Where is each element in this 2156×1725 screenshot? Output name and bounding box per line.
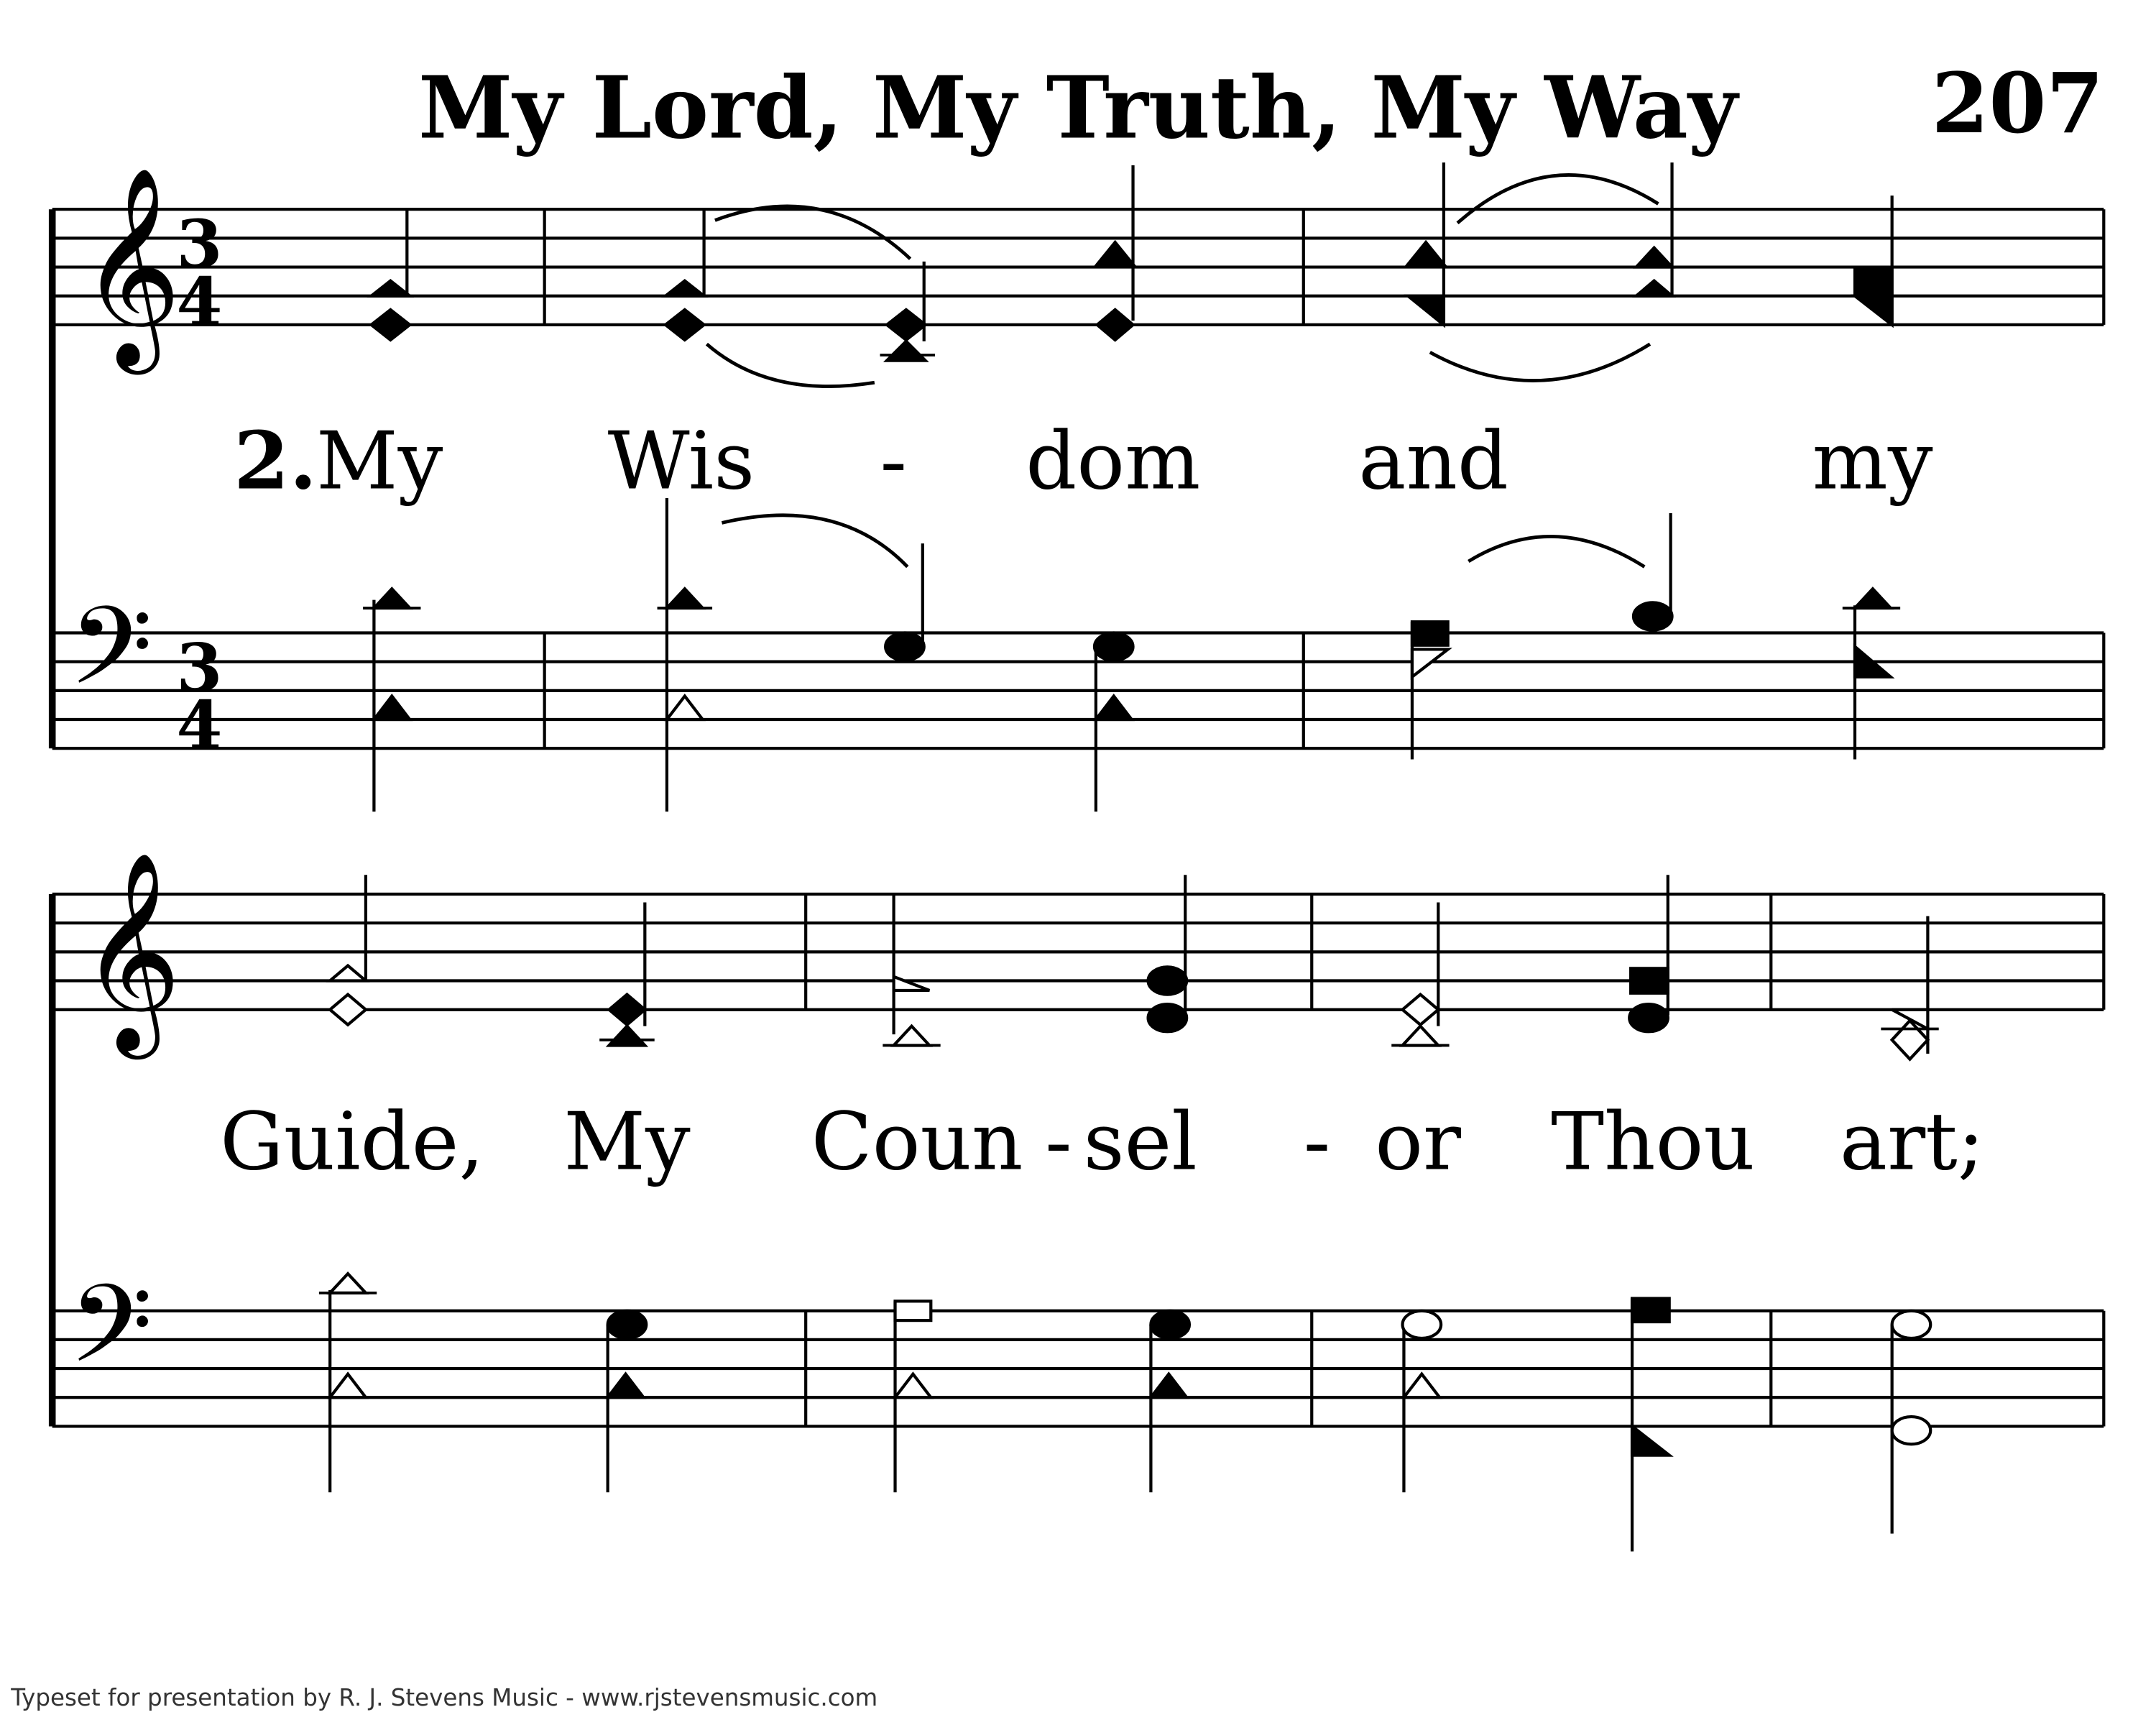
bass-clef-icon: 𝄢	[68, 1261, 153, 1414]
time-signature-treble	[176, 206, 222, 341]
lyric-syllable: Guide,	[220, 1095, 484, 1189]
verse-number: 2.	[234, 414, 318, 508]
treble-staff-2	[52, 894, 2104, 1010]
slurs-bass-1	[722, 515, 1644, 567]
hymn-title: My Lord, My Truth, My Way	[418, 58, 1738, 158]
shape-note	[883, 894, 940, 1045]
shape-note	[1151, 1311, 1189, 1493]
shape-note	[665, 209, 704, 340]
svg-text:3: 3	[176, 205, 223, 283]
lyric-syllable: Coun	[811, 1095, 1023, 1189]
treble-staff-1	[52, 209, 2104, 325]
footer-credit: Typeset for presentation by R. J. Stevens Music - www.rjstevensmusic.com	[11, 1683, 878, 1711]
shape-note	[372, 209, 410, 340]
shape-note	[1634, 513, 1672, 630]
shape-note	[1892, 1311, 1931, 1534]
shape-note	[1881, 916, 1938, 1059]
svg-text:3: 3	[176, 628, 223, 707]
svg-text:4: 4	[176, 686, 223, 765]
lyric-syllable: art;	[1839, 1095, 1985, 1189]
shape-note	[608, 1311, 647, 1493]
shape-note	[895, 1301, 931, 1492]
lyric-syllable: or	[1375, 1095, 1462, 1189]
shape-note	[1408, 162, 1444, 325]
shape-note	[330, 875, 366, 1025]
shape-note	[658, 498, 713, 811]
lyric-syllable: and	[1358, 415, 1508, 508]
bass-staff-2	[52, 1311, 2104, 1427]
lyric-syllable: sel	[1083, 1095, 1197, 1189]
shape-note	[1855, 196, 1892, 325]
shape-note	[1636, 162, 1672, 296]
lyric-syllable: dom	[1026, 415, 1201, 508]
bass-staff-1	[52, 632, 2104, 748]
lyrics-line-2	[220, 1096, 1984, 1189]
shape-note	[1097, 165, 1133, 340]
shape-note	[319, 1274, 377, 1492]
lyric-hyphen: -	[1303, 1095, 1331, 1189]
lyric-hyphen: -	[1045, 1095, 1072, 1189]
bass-notes-1	[363, 498, 1900, 811]
lyrics-line-1	[234, 415, 1933, 508]
lyric-syllable: My	[316, 415, 443, 508]
shape-note	[363, 589, 420, 811]
lyric-syllable: my	[1812, 415, 1933, 508]
treble-clef-icon: 𝄞	[79, 165, 182, 366]
lyric-hyphen: -	[880, 415, 907, 508]
bass-clef-icon: 𝄢	[68, 582, 153, 735]
shape-note	[1843, 589, 1900, 759]
treble-notes-1	[372, 162, 1892, 361]
shape-note	[885, 543, 924, 661]
shape-note	[1095, 632, 1133, 811]
slurs-treble-1	[706, 175, 1658, 386]
lyric-syllable: Thou	[1551, 1095, 1755, 1189]
hymn-number: 207	[1931, 55, 2104, 153]
lyric-syllable: My	[563, 1095, 691, 1189]
svg-text:4: 4	[176, 262, 223, 341]
bass-notes-2	[319, 1274, 1930, 1551]
system-1	[52, 162, 2104, 811]
treble-clef-icon: 𝄞	[79, 850, 182, 1051]
lyric-syllable: Wis	[607, 415, 755, 508]
shape-note	[1403, 1311, 1442, 1493]
shape-note	[880, 262, 935, 361]
system-2	[52, 851, 2104, 1552]
time-signature-bass	[176, 629, 222, 764]
treble-notes-2	[330, 875, 1939, 1059]
